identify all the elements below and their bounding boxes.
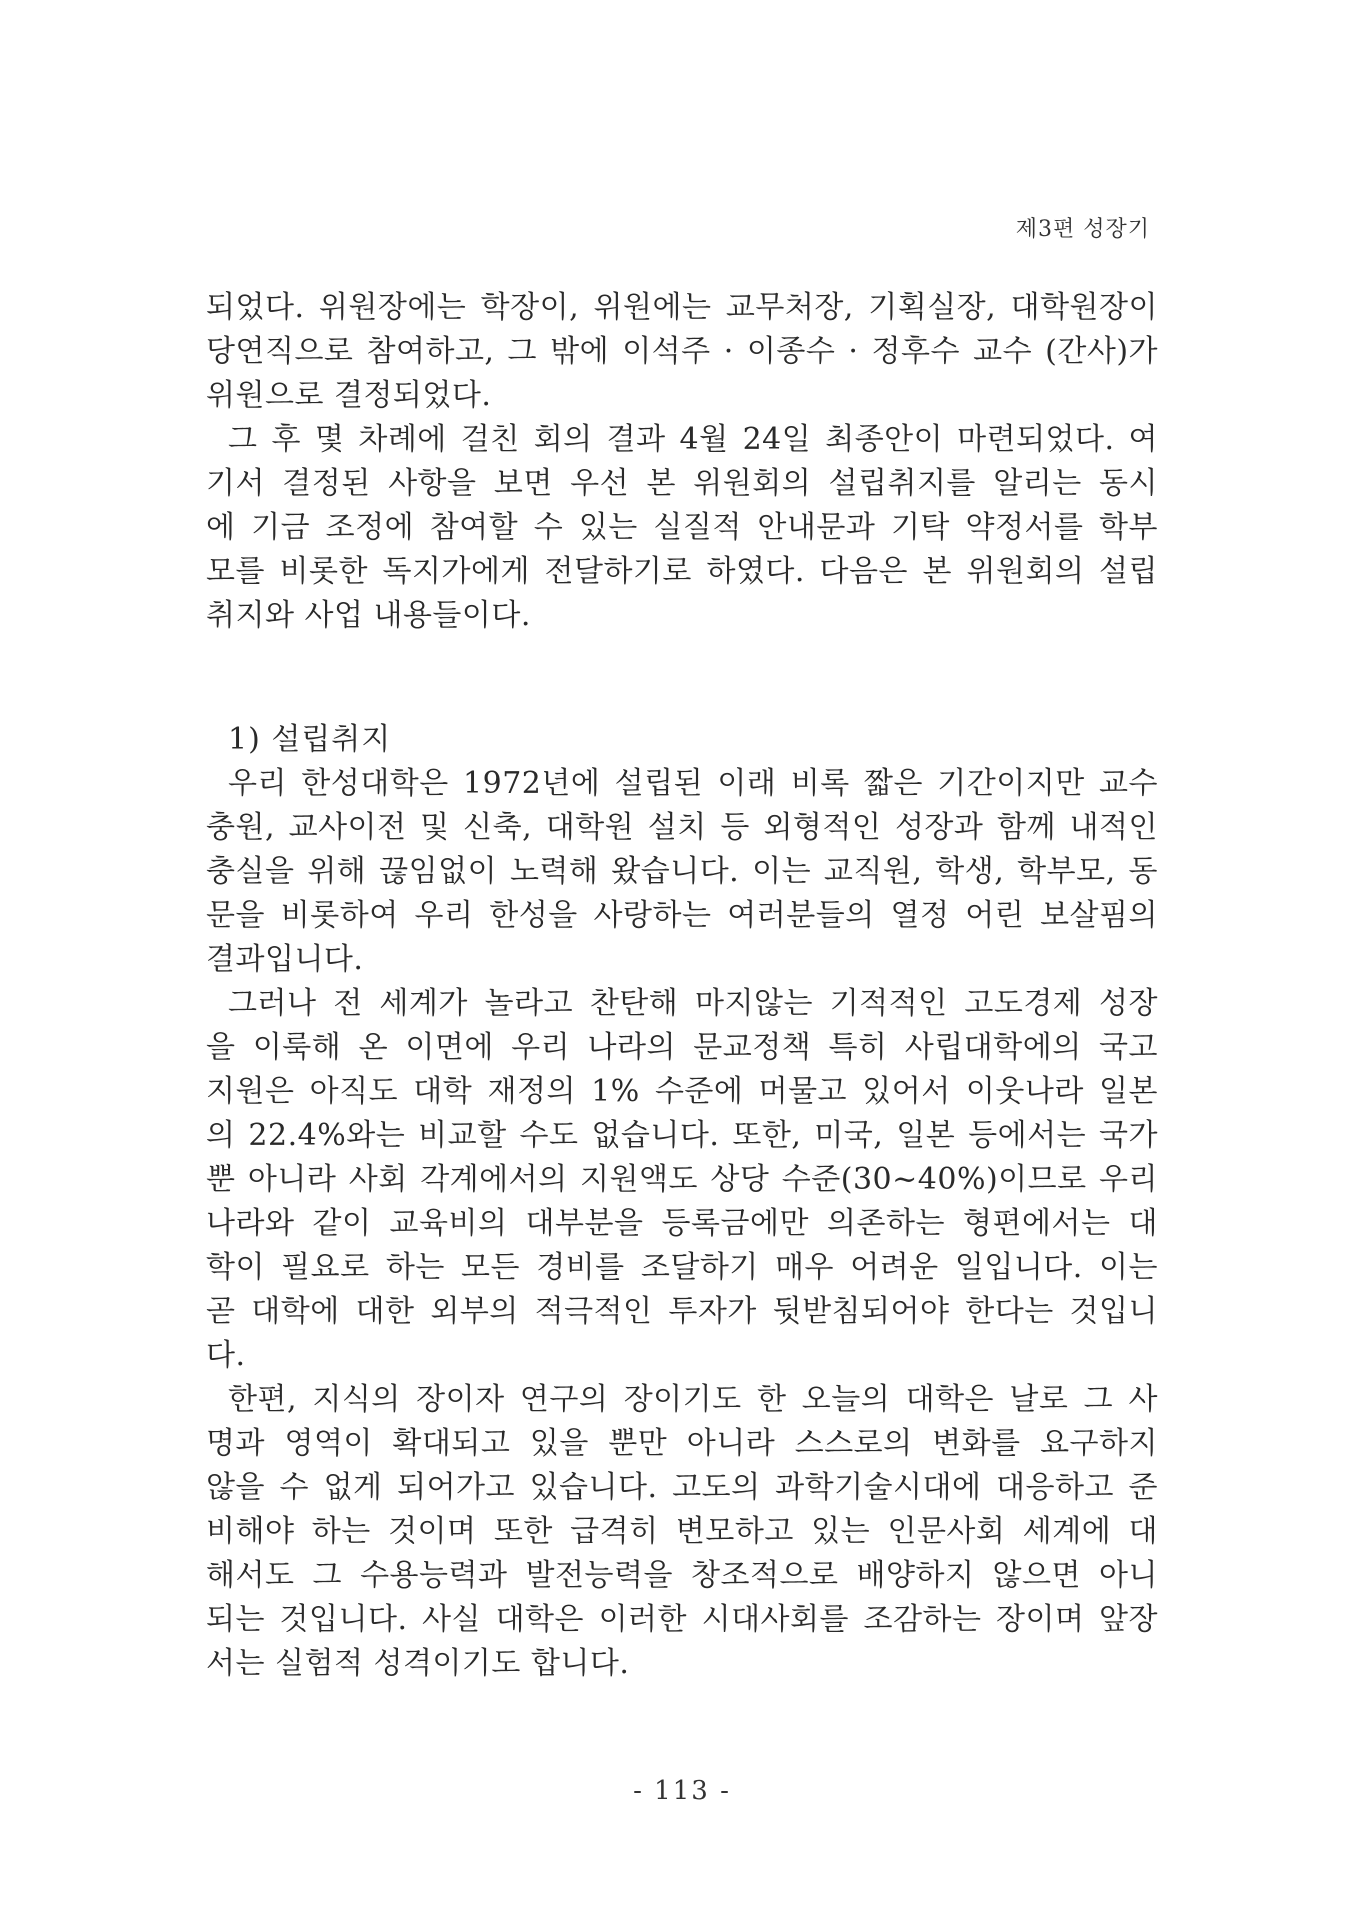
text-line: 당연직으로 참여하고, 그 밖에 이석주 · 이종수 · 정후수 교수 (간사)가 [206, 334, 1158, 369]
text-line: 곧 대학에 대한 외부의 적극적인 투자가 뒷받침되어야 한다는 것입니 [206, 1294, 1158, 1329]
text-line: 다. [206, 1338, 246, 1373]
text-line: 기서 결정된 사항을 보면 우선 본 위원회의 설립취지를 알리는 동시 [206, 466, 1158, 501]
text-line: 취지와 사업 내용들이다. [206, 598, 531, 633]
text-line: 비해야 하는 것이며 또한 급격히 변모하고 있는 인문사회 세계에 대 [206, 1514, 1158, 1549]
paragraph-decision [206, 418, 1158, 638]
page-number: - 113 - [633, 1776, 731, 1806]
text-line: 뿐 아니라 사회 각계에서의 지원액도 상당 수준(30~40%)이므로 우리 [206, 1162, 1158, 1197]
text-line: 지원은 아직도 대학 재정의 1% 수준에 머물고 있어서 이웃나라 일본 [206, 1074, 1158, 1109]
paragraph-purpose-3 [206, 1378, 1158, 1686]
text-line: 서는 실험적 성격이기도 합니다. [206, 1646, 630, 1681]
text-line: 위원으로 결정되었다. [206, 378, 492, 413]
paragraph-intro [206, 286, 1158, 418]
text-line: 에 기금 조정에 참여할 수 있는 실질적 안내문과 기탁 약정서를 학부 [206, 510, 1158, 545]
text-line: 그러나 전 세계가 놀라고 찬탄해 마지않는 기적적인 고도경제 성장 [228, 986, 1158, 1021]
text-line: 결과입니다. [206, 942, 364, 977]
paragraph-purpose-2 [206, 982, 1158, 1378]
text-line: 모를 비롯한 독지가에게 전달하기로 하였다. 다음은 본 위원회의 설립 [206, 554, 1158, 589]
text-line: 않을 수 없게 되어가고 있습니다. 고도의 과학기술시대에 대응하고 준 [206, 1470, 1158, 1505]
text-line: 충원, 교사이전 및 신축, 대학원 설치 등 외형적인 성장과 함께 내적인 [206, 810, 1158, 845]
paragraph-purpose-1 [206, 762, 1158, 982]
section-heading: 1) 설립취지 [228, 722, 392, 757]
text-line: 충실을 위해 끊임없이 노력해 왔습니다. 이는 교직원, 학생, 학부모, 동 [206, 854, 1158, 889]
text-line: 되는 것입니다. 사실 대학은 이러한 시대사회를 조감하는 장이며 앞장 [206, 1602, 1158, 1637]
body-text [206, 286, 1158, 1686]
text-line: 되었다. 위원장에는 학장이, 위원에는 교무처장, 기획실장, 대학원장이 [206, 290, 1158, 325]
text-line: 문을 비롯하여 우리 한성을 사랑하는 여러분들의 열정 어린 보살핌의 [206, 898, 1158, 933]
text-line: 명과 영역이 확대되고 있을 뿐만 아니라 스스로의 변화를 요구하지 [206, 1426, 1158, 1461]
text-line: 의 22.4%와는 비교할 수도 없습니다. 또한, 미국, 일본 등에서는 국가 [206, 1118, 1158, 1153]
text-line: 그 후 몇 차례에 걸친 회의 결과 4월 24일 최종안이 마련되었다. 여 [228, 422, 1158, 457]
text-line: 학이 필요로 하는 모든 경비를 조달하기 매우 어려운 일입니다. 이는 [206, 1250, 1158, 1285]
text-line: 나라와 같이 교육비의 대부분을 등록금에만 의존하는 형편에서는 대 [206, 1206, 1158, 1241]
text-line: 한편, 지식의 장이자 연구의 장이기도 한 오늘의 대학은 날로 그 사 [228, 1382, 1158, 1417]
text-line: 을 이룩해 온 이면에 우리 나라의 문교정책 특히 사립대학에의 국고 [206, 1030, 1158, 1065]
text-line: 우리 한성대학은 1972년에 설립된 이래 비록 짧은 기간이지만 교수 [228, 766, 1158, 801]
text-line: 해서도 그 수용능력과 발전능력을 창조적으로 배양하지 않으면 아니 [206, 1558, 1158, 1593]
running-head: 제3편 성장기 [1015, 217, 1150, 242]
